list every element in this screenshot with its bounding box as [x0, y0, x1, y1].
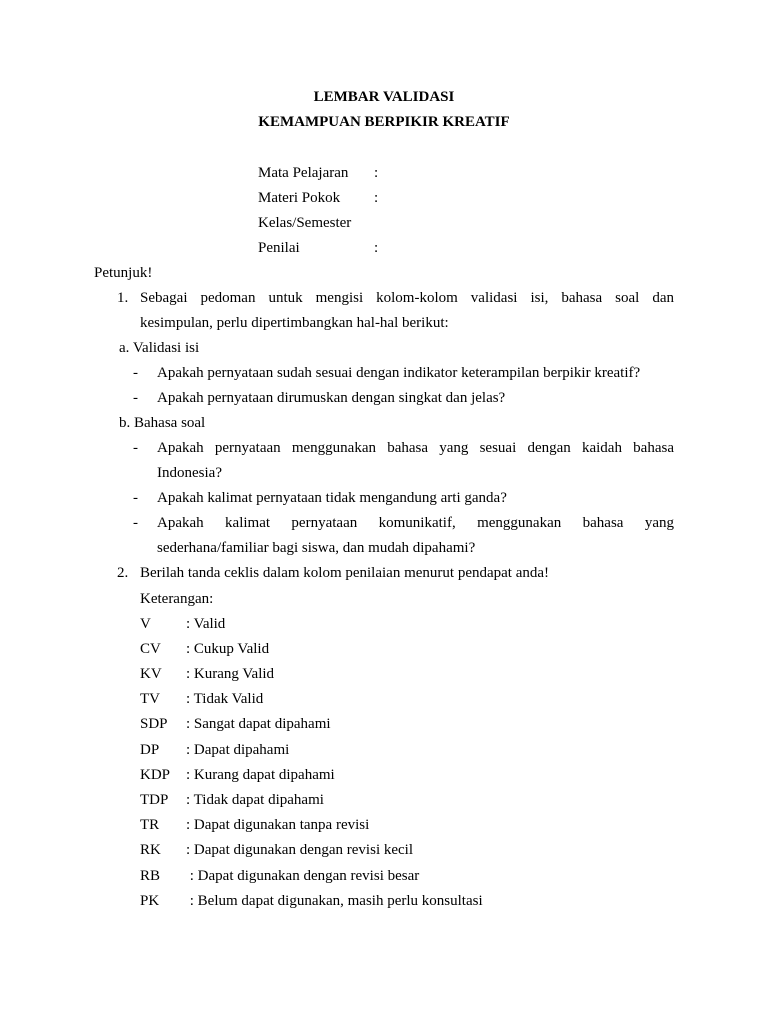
legend-abbr: KV	[140, 666, 162, 682]
section-b-bullet-2-dash: -	[133, 490, 138, 506]
legend-abbr: PK	[140, 893, 160, 909]
legend-desc: : Kurang Valid	[186, 666, 275, 682]
section-a-bullet-1-dash: -	[133, 365, 138, 381]
legend-desc: : Sangat dapat dipahami	[186, 716, 331, 732]
item-1-line-2: kesimpulan, perlu dipertimbangkan hal-hal berikut:	[140, 315, 449, 331]
legend-abbr: RK	[140, 842, 161, 858]
section-a-label: a. Validasi isi	[119, 340, 200, 356]
legend-abbr: V	[140, 616, 151, 632]
section-a-bullet-1: Apakah pernyataan sudah sesuai dengan indikator keterampilan berpikir kreatif?	[157, 365, 641, 381]
legend-desc: : Tidak dapat dipahami	[186, 792, 324, 808]
legend-desc: : Valid	[186, 616, 226, 632]
item-2-text: Berilah tanda ceklis dalam kolom penilaian menurut pendapat anda!	[140, 565, 550, 581]
section-b-bullet-3-line-2: sederhana/familiar bagi siswa, dan mudah dipahami?	[157, 540, 476, 556]
section-b-bullet-1-line-1: Apakah pernyataan menggunakan bahasa yang sesuai dengan kaidah bahasa	[157, 440, 674, 456]
legend-abbr: KDP	[140, 767, 171, 783]
section-a-bullet-2: Apakah pernyataan dirumuskan dengan singkat dan jelas?	[157, 390, 506, 406]
section-b-label: b. Bahasa soal	[119, 415, 206, 431]
legend-desc: : Belum dapat digunakan, masih perlu konsultasi	[186, 893, 483, 909]
legend-desc: : Dapat digunakan dengan revisi kecil	[186, 842, 414, 858]
legend-desc: : Cukup Valid	[186, 641, 270, 657]
item-2-number: 2.	[117, 565, 129, 581]
kelas-semester-label: Kelas/Semester	[258, 215, 352, 231]
legend-heading: Keterangan:	[140, 591, 214, 607]
section-b-bullet-3-dash: -	[133, 515, 138, 531]
legend-abbr: SDP	[140, 716, 168, 732]
legend-abbr: DP	[140, 742, 160, 758]
legend-abbr: TV	[140, 691, 160, 707]
section-b-bullet-2: Apakah kalimat pernyataan tidak mengandung arti ganda?	[157, 490, 507, 506]
legend-desc: : Dapat dipahami	[186, 742, 290, 758]
materi-pokok-colon: :	[374, 190, 379, 206]
legend-desc: : Dapat digunakan tanpa revisi	[186, 817, 370, 833]
legend-desc: : Kurang dapat dipahami	[186, 767, 335, 783]
mata-pelajaran-label: Mata Pelajaran	[258, 165, 349, 181]
legend-abbr: CV	[140, 641, 161, 657]
materi-pokok-label: Materi Pokok	[258, 190, 341, 206]
section-b-bullet-3-line-1: Apakah kalimat pernyataan komunikatif, menggunakan bahasa yang	[157, 515, 674, 531]
legend-desc: : Tidak Valid	[186, 691, 264, 707]
legend-abbr: RB	[140, 868, 161, 884]
legend-abbr: TR	[140, 817, 160, 833]
section-b-bullet-1-dash: -	[133, 440, 138, 456]
item-1-number: 1.	[117, 290, 129, 306]
document-subtitle: KEMAMPUAN BERPIKIR KREATIF	[258, 114, 510, 130]
section-b-bullet-1-line-2: Indonesia?	[157, 465, 222, 481]
penilai-label: Penilai	[258, 240, 300, 256]
item-1-line-1: Sebagai pedoman untuk mengisi kolom-kolom validasi isi, bahasa soal dan	[140, 290, 674, 306]
legend-abbr: TDP	[140, 792, 169, 808]
mata-pelajaran-colon: :	[374, 165, 379, 181]
penilai-colon: :	[374, 240, 379, 256]
document-title: LEMBAR VALIDASI	[313, 89, 455, 105]
legend-desc: : Dapat digunakan dengan revisi besar	[186, 868, 420, 884]
instructions-heading: Petunjuk!	[94, 265, 153, 281]
section-a-bullet-2-dash: -	[133, 390, 138, 406]
